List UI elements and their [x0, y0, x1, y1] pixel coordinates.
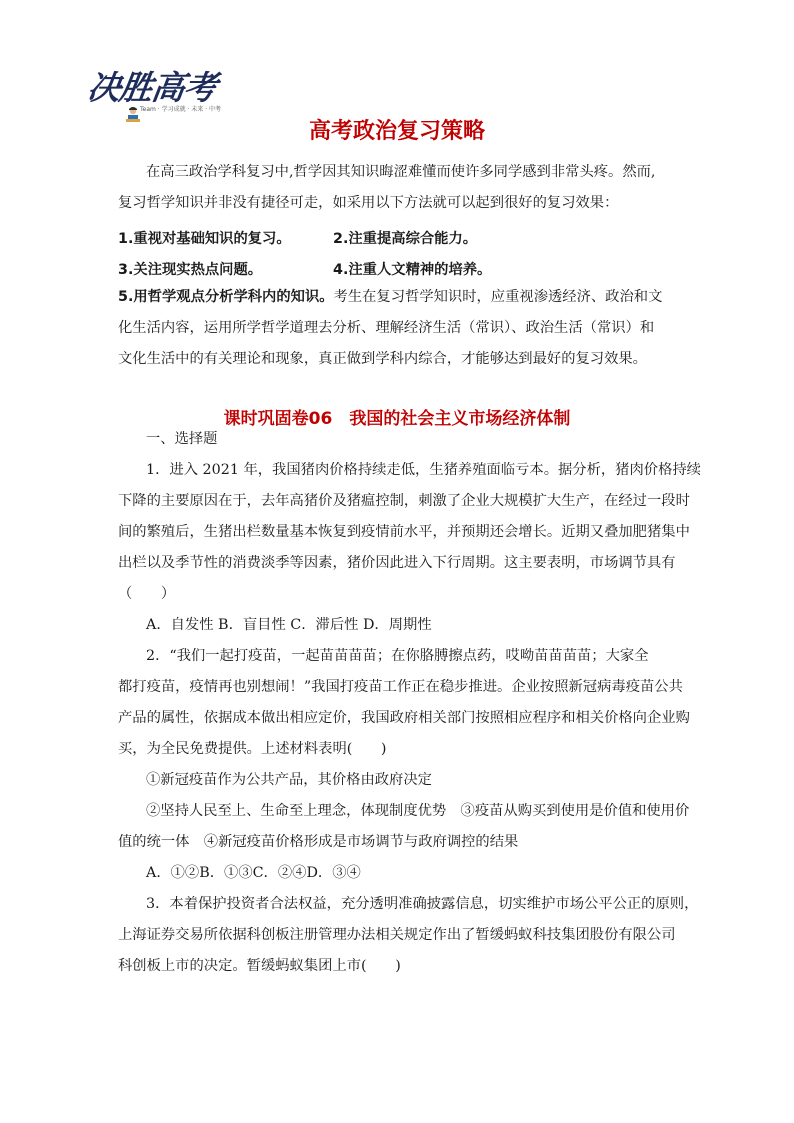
page-title: 高考政治复习策略 [308, 119, 485, 144]
method-5-text: 考生在复习哲学知识时，应重视渗透经济、政治和文 [333, 289, 663, 305]
q2-statement: 值的统一体 ④新冠疫苗价格形成是市场调节与政府调控的结果 [118, 834, 519, 850]
method-5-heading: 5.用哲学观点分析学科内的知识。 [118, 289, 334, 305]
intro-line: 复习哲学知识并非没有捷径可走，如采用以下方法就可以起到很好的复习效果： [118, 195, 619, 211]
questions [118, 424, 701, 982]
worksheet-title: 课时巩固卷06 我国的社会主义市场经济体制 [223, 409, 571, 429]
method-5-line: 化生活内容，运用所学哲学道理去分析、理解经济生活（常识）、政治生活（常识）和 [118, 320, 655, 336]
method-5-paragraph [118, 282, 678, 375]
q1-blank: （ ） [118, 586, 176, 602]
q1-line: 出栏以及季节性的消费淡季等因素，猪价因此进入下行周期。这主要表明，市场调节具有 [118, 555, 676, 571]
q2-statement: ①新冠疫苗作为公共产品，其价格由政府决定 [146, 772, 432, 788]
intro-paragraph [118, 157, 678, 219]
q1-line: 下降的主要原因在于，去年高猪价及猪瘟控制，刺激了企业大规模扩大生产，在经过一段时 [118, 493, 690, 509]
q1-options: A．自发性 B．盲目性 C．滞后性 D．周期性 [146, 617, 432, 633]
q2-options: A．①②B．①③C．②④D．③④ [146, 865, 361, 881]
q3-line: 科创板上市的决定。暂缓蚂蚁集团上市( ) [118, 958, 401, 974]
q2-line: 都打疫苗，疫情再也别想闹！”我国打疫苗工作正在稳步推进。企业按照新冠病毒疫苗公共 [118, 679, 683, 695]
method-3: 3.关注现实热点问题。 [118, 262, 263, 278]
section-heading: 一、选择题 [146, 431, 218, 447]
q3-line: 3．本着保护投资者合法权益，充分透明准确披露信息，切实维护市场公平公正的原则， [146, 896, 699, 912]
logo-subtext: Team · 学习成就 · 未来 · 中考 [140, 106, 222, 113]
method-4: 4.注重人文精神的培养。 [333, 262, 492, 278]
method-1: 1.重视对基础知识的复习。 [118, 231, 291, 247]
q1-line: 1．进入 2021 年，我国猪肉价格持续走低，生猪养殖面临亏本。据分析，猪肉价格持续 [146, 462, 701, 478]
q2-statement: ②坚持人民至上、生命至上理念，体现制度优势 ③疫苗从购买到使用是价值和使用价 [146, 803, 690, 819]
intro-line: 在高三政治学科复习中,哲学因其知识晦涩难懂而使许多同学感到非常头疼。然而, [146, 164, 656, 180]
method-2: 2.注重提高综合能力。 [333, 231, 478, 247]
q3-line: 上海证券交易所依据科创板注册管理办法相关规定作出了暂缓蚂蚁科技集团股份有限公司 [118, 927, 676, 943]
q2-line: 产品的属性，依据成本做出相应定价，我国政府相关部门按照相应程序和相关价格向企业购 [118, 710, 690, 726]
q1-line: 间的繁殖后，生猪出栏数量基本恢复到疫情前水平，并预期还会增长。近期又叠加肥猪集中 [118, 524, 690, 540]
q2-line: 2．“我们一起打疫苗，一起苗苗苗苗；在你胳膊擦点药，哎呦苗苗苗苗；大家全 [146, 648, 649, 664]
method-5-line: 文化生活中的有关理论和现象，真正做到学科内综合，才能够达到最好的复习效果。 [118, 351, 647, 367]
q2-line: 买，为全民免费提供。上述材料表明( ) [118, 741, 387, 757]
logo-text: 决胜高考 [84, 68, 219, 107]
